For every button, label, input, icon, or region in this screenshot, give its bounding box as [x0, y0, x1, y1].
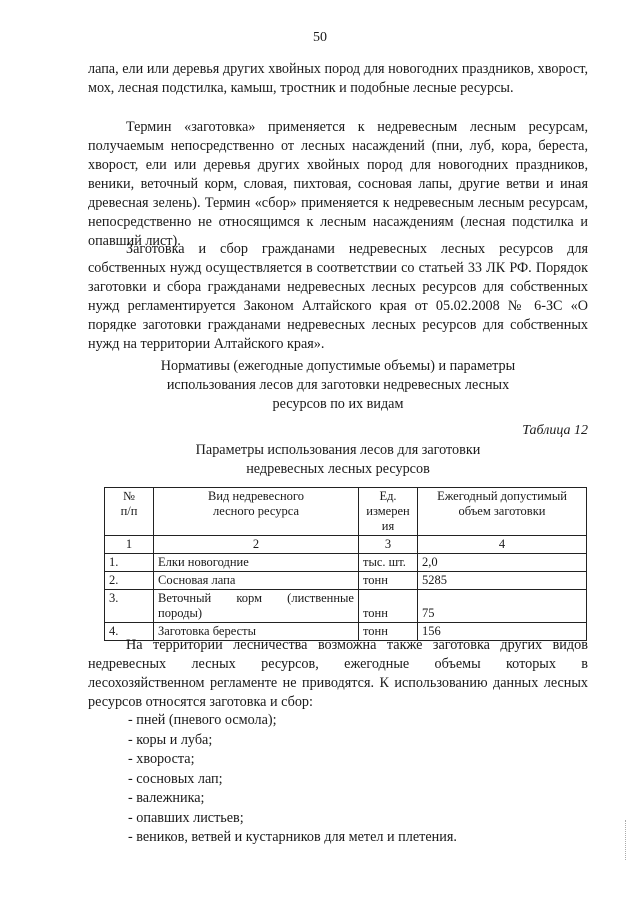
- header-volume-line-1: Ежегодный допустимый: [437, 489, 567, 503]
- row-resource-word: (лиственные: [287, 591, 354, 605]
- word: лесничества: [233, 637, 308, 653]
- row-unit: тонн: [359, 623, 418, 641]
- word: также: [386, 637, 423, 653]
- row-unit: тонн: [359, 572, 418, 590]
- table-column-numbers-row: [105, 536, 587, 554]
- word: которых: [506, 656, 556, 672]
- row-resource-word: корм: [236, 591, 263, 605]
- row-value: 75: [418, 590, 587, 623]
- row-num: 3.: [105, 590, 154, 623]
- row-resource-line-1: [158, 591, 354, 606]
- closing-rest: лесохозяйственном регламенте не приводятся. К использованию данных лесных ресурсов относятся заготовка и сбор:: [88, 675, 588, 710]
- word: ресурсов,: [261, 656, 319, 672]
- header-type-line-2: лесного ресурса: [212, 504, 300, 518]
- word: недревесных: [88, 656, 167, 672]
- page-number: 50: [313, 30, 327, 45]
- header-resource-type: [154, 488, 359, 536]
- table-row: [105, 572, 587, 590]
- paragraph-1: лапа, ели или деревья других хвойных пород для новогодних праздников, хворост, мох, лесная подстилка, камыш, тростник и подобные лесные ресурсы.: [88, 61, 588, 96]
- table-row: [105, 554, 587, 572]
- word: других: [500, 637, 543, 653]
- closing-line-1: [88, 636, 588, 655]
- word: объемы: [434, 656, 481, 672]
- row-num: 2.: [105, 572, 154, 590]
- closing-line-2: [88, 655, 588, 674]
- col-number-4: 4: [418, 536, 587, 554]
- list-item: - пней (пневого осмола);: [128, 712, 277, 728]
- word: видов: [552, 637, 588, 653]
- header-annual-volume: [418, 488, 587, 536]
- word: ежегодные: [344, 656, 410, 672]
- section-heading-line-2: использования лесов для заготовки недревесных лесных: [166, 377, 510, 393]
- table-title-line-1: Параметры использования лесов для заготовки: [195, 442, 481, 458]
- row-resource: Сосновая лапа: [154, 572, 359, 590]
- row-resource-word: Веточный: [158, 591, 212, 605]
- row-unit: тонн: [359, 590, 418, 623]
- header-volume-line-2: объем заготовки: [458, 504, 546, 518]
- list-item: - коры и луба;: [128, 731, 213, 748]
- col-number-3: 3: [359, 536, 418, 554]
- col-number-2: 2: [154, 536, 359, 554]
- row-num: 1.: [105, 554, 154, 572]
- row-value: 5285: [418, 572, 587, 590]
- word: возможна: [317, 637, 377, 653]
- row-unit: тыс. шт.: [359, 554, 418, 572]
- header-unit-line-3: ия: [381, 519, 395, 533]
- word: в: [581, 656, 588, 672]
- header-num: [105, 488, 154, 536]
- row-resource-line-2: породы): [158, 606, 203, 620]
- row-resource: Елки новогодние: [154, 554, 359, 572]
- table-label: Таблица 12: [522, 423, 588, 438]
- table-header-row: [105, 488, 587, 536]
- list-item: - опавших листьев;: [128, 809, 244, 826]
- header-unit-line-2: измерен: [366, 504, 410, 518]
- row-resource: Заготовка бересты: [154, 623, 359, 641]
- scan-margin-marks: [625, 820, 630, 860]
- header-num-line-1: №: [123, 489, 135, 503]
- list-item: - валежника;: [128, 790, 205, 806]
- paragraph-3: Заготовка и сбор гражданами недревесных лесных ресурсов для собственных нужд осуществляется в соответствии со статьей 33 ЛК РФ. Порядок заготовки и сбора гражданами недревесных лесных ресурсов для собственных нужд регламентируется Законом Алтайского края от 05.02.2008 № 6-ЗС «О порядке заготовки гражданами недревесных лесных ресурсов для собственных нужд на территории Алтайского края».: [88, 241, 588, 352]
- resources-table: [104, 487, 587, 641]
- paragraph-2: Термин «заготовка» применяется к недревесным лесным ресурсам, получаемым непосредственно от лесных насаждений (пни, луб, кора, береста, хворост, ели или деревья других хвойных пород для новогодних праздников, веники, веточный корм, словая, пихтовая, сосновая лапы, другие ветви и иная древесная зелень). Термин «сбор» применяется к недревесным лесным ресурсам, непосредственно не относящимся к лесным насаждениям (лесная подстилка и опавший лист).: [88, 119, 588, 249]
- section-heading-line-1: Нормативы (ежегодные допустимые объемы) и параметры: [160, 358, 516, 374]
- word: На: [126, 637, 143, 653]
- col-number-1: 1: [105, 536, 154, 554]
- table-row: [105, 590, 587, 623]
- word: лесных: [191, 656, 236, 672]
- list-item: - веников, ветвей и кустарников для метел и плетения.: [128, 829, 457, 845]
- resource-list: [128, 711, 457, 848]
- header-unit: [359, 488, 418, 536]
- section-heading-line-3: ресурсов по их видам: [272, 396, 404, 412]
- word: заготовка: [432, 637, 490, 653]
- row-num: 4.: [105, 623, 154, 641]
- list-item: - хвороста;: [128, 751, 195, 767]
- list-item: - сосновых лап;: [128, 770, 223, 787]
- header-type-line-1: Вид недревесного: [208, 489, 304, 503]
- closing-paragraph: [88, 636, 588, 712]
- row-resource: [154, 590, 359, 623]
- word: территории: [153, 637, 223, 653]
- header-num-line-2: п/п: [120, 504, 138, 518]
- table-title-line-2: недревесных лесных ресурсов: [246, 461, 430, 477]
- header-unit-line-1: Ед.: [379, 489, 397, 503]
- row-value: 2,0: [418, 554, 587, 572]
- row-value: 156: [418, 623, 587, 641]
